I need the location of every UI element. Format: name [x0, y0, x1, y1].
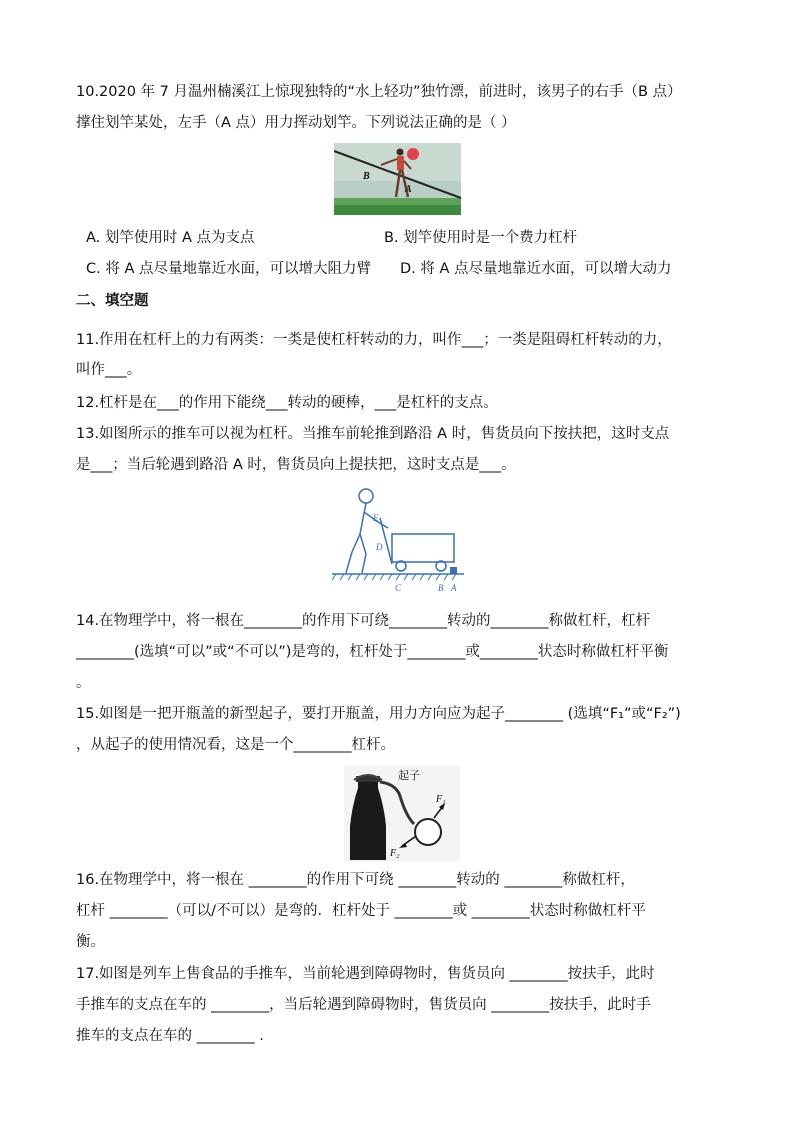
q16-line3: 衡。	[76, 934, 105, 950]
opener-title-label: 起子	[398, 769, 420, 782]
q14-line1: 14.在物理学中，将一根在________的作用下可绕________转动的________称做杠杆，杠杆	[76, 613, 651, 629]
q11-line1: 11.作用在杠杆上的力有两类：一类是使杠杆转动的力，叫作___；一类是阻碍杠杆转动的力，	[76, 332, 672, 348]
q15-line1: 15.如图是一把开瓶盖的新型起子，要打开瓶盖，用力方向应为起子________ (选填“F₁”或“F₂”)	[76, 706, 681, 722]
label-d: D	[376, 542, 383, 552]
label-f1: F₁	[436, 794, 446, 805]
label-b: B	[438, 583, 444, 593]
label-c: C	[395, 583, 402, 593]
q10-line1: 10.2020 年 7 月温州楠溪江上惊现独特的“水上轻功”独竹漂，前进时，该男子的右手（B 点）	[76, 84, 682, 100]
q10-option-b: B. 划竿使用时是一个费力杠杆	[384, 230, 578, 246]
q15-line2: ，从起子的使用情况看，这是一个________杠杆。	[76, 737, 395, 753]
q10-option-a: A. 划竿使用时 A 点为支点	[86, 230, 255, 246]
paddle-boat-photo	[334, 143, 461, 215]
label-e: E	[373, 513, 379, 523]
q17-line1: 17.如图是列车上售食品的手推车，当前轮遇到障碍物时，售货员向 ________按扶手，此时	[76, 966, 655, 982]
q13-line1: 13.如图所示的推车可以视为杠杆。当推车前轮推到路沿 A 时，售货员向下按扶把，这时支点	[76, 426, 670, 442]
q16-line1: 16.在物理学中，将一根在 ________的作用下可绕 ________转动的 ________称做杠杆，	[76, 872, 635, 888]
label-a: A	[405, 184, 412, 195]
label-b: B	[363, 171, 370, 182]
q11-line2: 叫作___。	[76, 362, 142, 378]
q14-line3: 。	[76, 675, 91, 691]
q17-line2: 手推车的支点在车的 ________，当后轮遇到障碍物时，售货员向 ________按扶手，此时手	[76, 997, 651, 1013]
cart-diagram	[330, 484, 466, 596]
q17-line3: 推车的支点在车的 ________ .	[76, 1028, 264, 1044]
label-f2: F₂	[390, 848, 400, 859]
q13-line2: 是___；当后轮遇到路沿 A 时，售货员向上提扶把，这时支点是___。	[76, 457, 516, 473]
section-heading: 二、填空题	[76, 293, 149, 309]
q10-option-c: C. 将 A 点尽量地靠近水面，可以增大阻力臂	[86, 261, 371, 277]
q10-option-d: D. 将 A 点尽量地靠近水面，可以增大动力	[400, 261, 672, 277]
bottle-opener-figure	[344, 766, 460, 862]
q16-line2: 杠杆 ________（可以/不可以）是弯的．杠杆处于 ________或 ________状态时称做杠杆平	[76, 903, 646, 919]
q12-line: 12.杠杆是在___的作用下能绕___转动的硬棒，___是杠杆的支点。	[76, 395, 498, 411]
label-a: A	[451, 583, 457, 593]
q10-line2: 撑住划竿某处，左手（A 点）用力挥动划竿。下列说法正确的是（ ）	[76, 115, 516, 131]
q14-line2: ________(选填“可以”或“不可以”)是弯的，杠杆处于________或________状态时称做杠杆平衡	[76, 644, 669, 660]
